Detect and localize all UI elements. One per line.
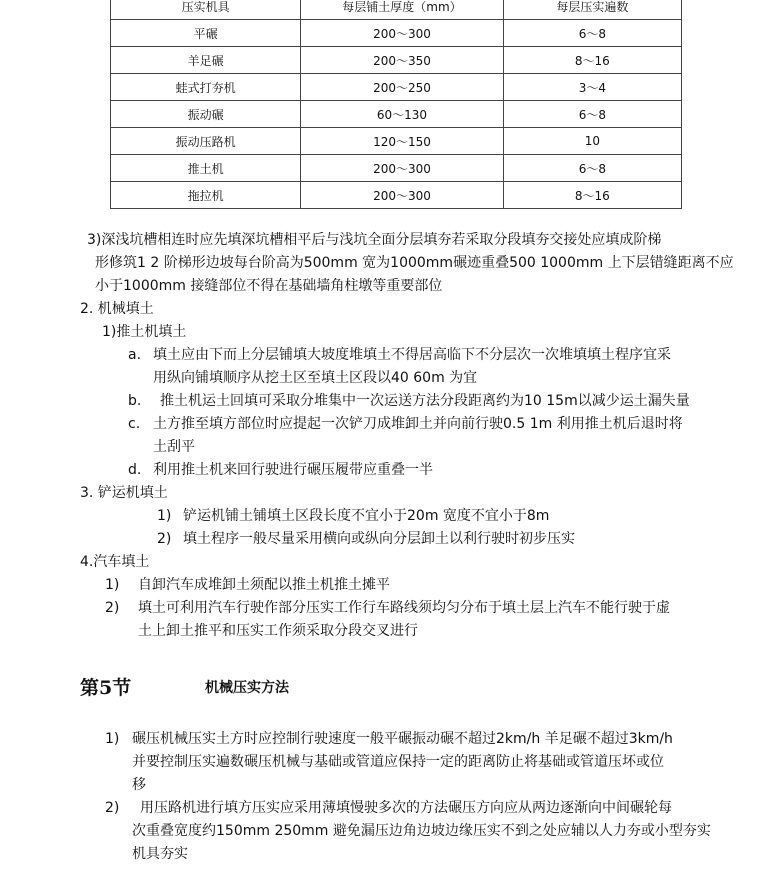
table-cell: 6～8 [503,101,681,128]
table-row [111,20,682,47]
table-row [111,155,682,182]
list-marker: a. [128,347,142,363]
list-item: 推土机运土回填可采取分堆集中一次运送方法分段距离约为10 15m以减少运土漏失量 [160,393,690,409]
table-cell: 60～130 [301,101,503,128]
table-cell: 拖拉机 [111,182,301,209]
para3-line: 小于1000mm 接缝部位不得在基础墙角柱墩等重要部位 [95,278,443,294]
section-number: 第5节 [80,677,132,699]
list-marker: 2) [157,531,172,547]
table-header-row [111,0,682,20]
list-item: 土上卸土推平和压实工作须采取分段交叉进行 [138,623,418,639]
list-marker: 2) [105,600,120,616]
section-title: 机械压实方法 [205,680,289,696]
para3-line: 形修筑1 2 阶梯形边坡每台阶高为500mm 宽为1000mm碾迹重叠500 1000mm 上下层错缝距离不应 [95,255,734,271]
para3-line: 3)深浅坑槽相连时应先填深坑槽相平后与浅坑全面分层填夯若采取分段填夯交接处应填成阶梯 [87,232,662,248]
list-item: 铲运机铺土铺填土区段长度不宜小于20m 宽度不宜小于8m [183,508,550,524]
table-cell: 振动压路机 [111,128,301,155]
table-cell: 平碾 [111,20,301,47]
table-cell: 120～150 [301,128,503,155]
table-row [111,182,682,209]
list-marker: b. [128,393,142,409]
table-row [111,101,682,128]
list-item: 填土应由下而上分层铺填大坡度堆填土不得居高临下不分层次一次堆填填土程序宜采 [153,347,671,363]
table-cell: 6～8 [503,20,681,47]
list-item: 机具夯实 [132,846,188,862]
table-cell: 3～4 [503,74,681,101]
table-cell: 200～300 [301,182,503,209]
list-marker: 2) [105,800,120,816]
table-cell: 推土机 [111,155,301,182]
list-item: 移 [132,777,146,793]
table-row [111,74,682,101]
list-item: 并要控制压实遍数碾压机械与基础或管道应保持一定的距离防止将基础或管道压坏或位 [132,754,664,770]
table-cell: 200～250 [301,74,503,101]
subsection-heading: 1)推土机填土 [102,324,187,340]
list-item: 自卸汽车成堆卸土须配以推土机推土摊平 [138,577,390,593]
table-header-cell: 每层压实遍数 [503,0,681,20]
list-item: 填土程序一般尽量采用横向或纵向分层卸土以利行驶时初步压实 [183,531,575,547]
table-row [111,128,682,155]
list-item: 次重叠宽度约150mm 250mm 避免漏压边角边坡边缘压实不到之处应辅以人力夯或小型夯实 [132,823,711,839]
list-marker: d. [128,462,142,478]
list-marker: 1) [105,731,120,747]
list-item: 土方推至填方部位时应提起一次铲刀成堆卸土并向前行驶0.5 1m 利用推土机后退时将 [153,416,683,432]
table-cell: 羊足碾 [111,47,301,74]
table-cell: 6～8 [503,155,681,182]
compaction-table [110,0,682,209]
section-heading: 4.汽车填土 [80,554,150,570]
section-heading: 2. 机械填土 [80,301,154,317]
list-item: 用压路机进行填方压实应采用薄填慢驶多次的方法碾压方向应从两边逐渐向中间碾轮每 [140,800,672,816]
table-cell: 10 [503,128,681,155]
table-header-cell: 压实机具 [111,0,301,20]
table-cell: 8～16 [503,182,681,209]
list-marker: 1) [157,508,172,524]
table-cell: 200～300 [301,20,503,47]
list-marker: 1) [105,577,120,593]
list-item: 利用推土机来回行驶进行碾压履带应重叠一半 [153,462,433,478]
list-item: 碾压机械压实土方时应控制行驶速度一般平碾振动碾不超过2km/h 羊足碾不超过3km/h [132,731,673,747]
table-cell: 蛙式打夯机 [111,74,301,101]
list-item: 用纵向铺填顺序从挖土区至填土区段以40 60m 为宜 [153,370,478,386]
table-cell: 8～16 [503,47,681,74]
list-marker: c. [128,416,141,432]
table-cell: 200～350 [301,47,503,74]
table-row [111,47,682,74]
table-header-cell: 每层铺土厚度（mm） [301,0,503,20]
list-item: 填土可利用汽车行驶作部分压实工作行车路线须均匀分布于填土层上汽车不能行驶于虚 [138,600,670,616]
section-heading: 3. 铲运机填土 [80,485,168,501]
table-cell: 振动碾 [111,101,301,128]
list-item: 土刮平 [153,439,195,455]
table-cell: 200～300 [301,155,503,182]
